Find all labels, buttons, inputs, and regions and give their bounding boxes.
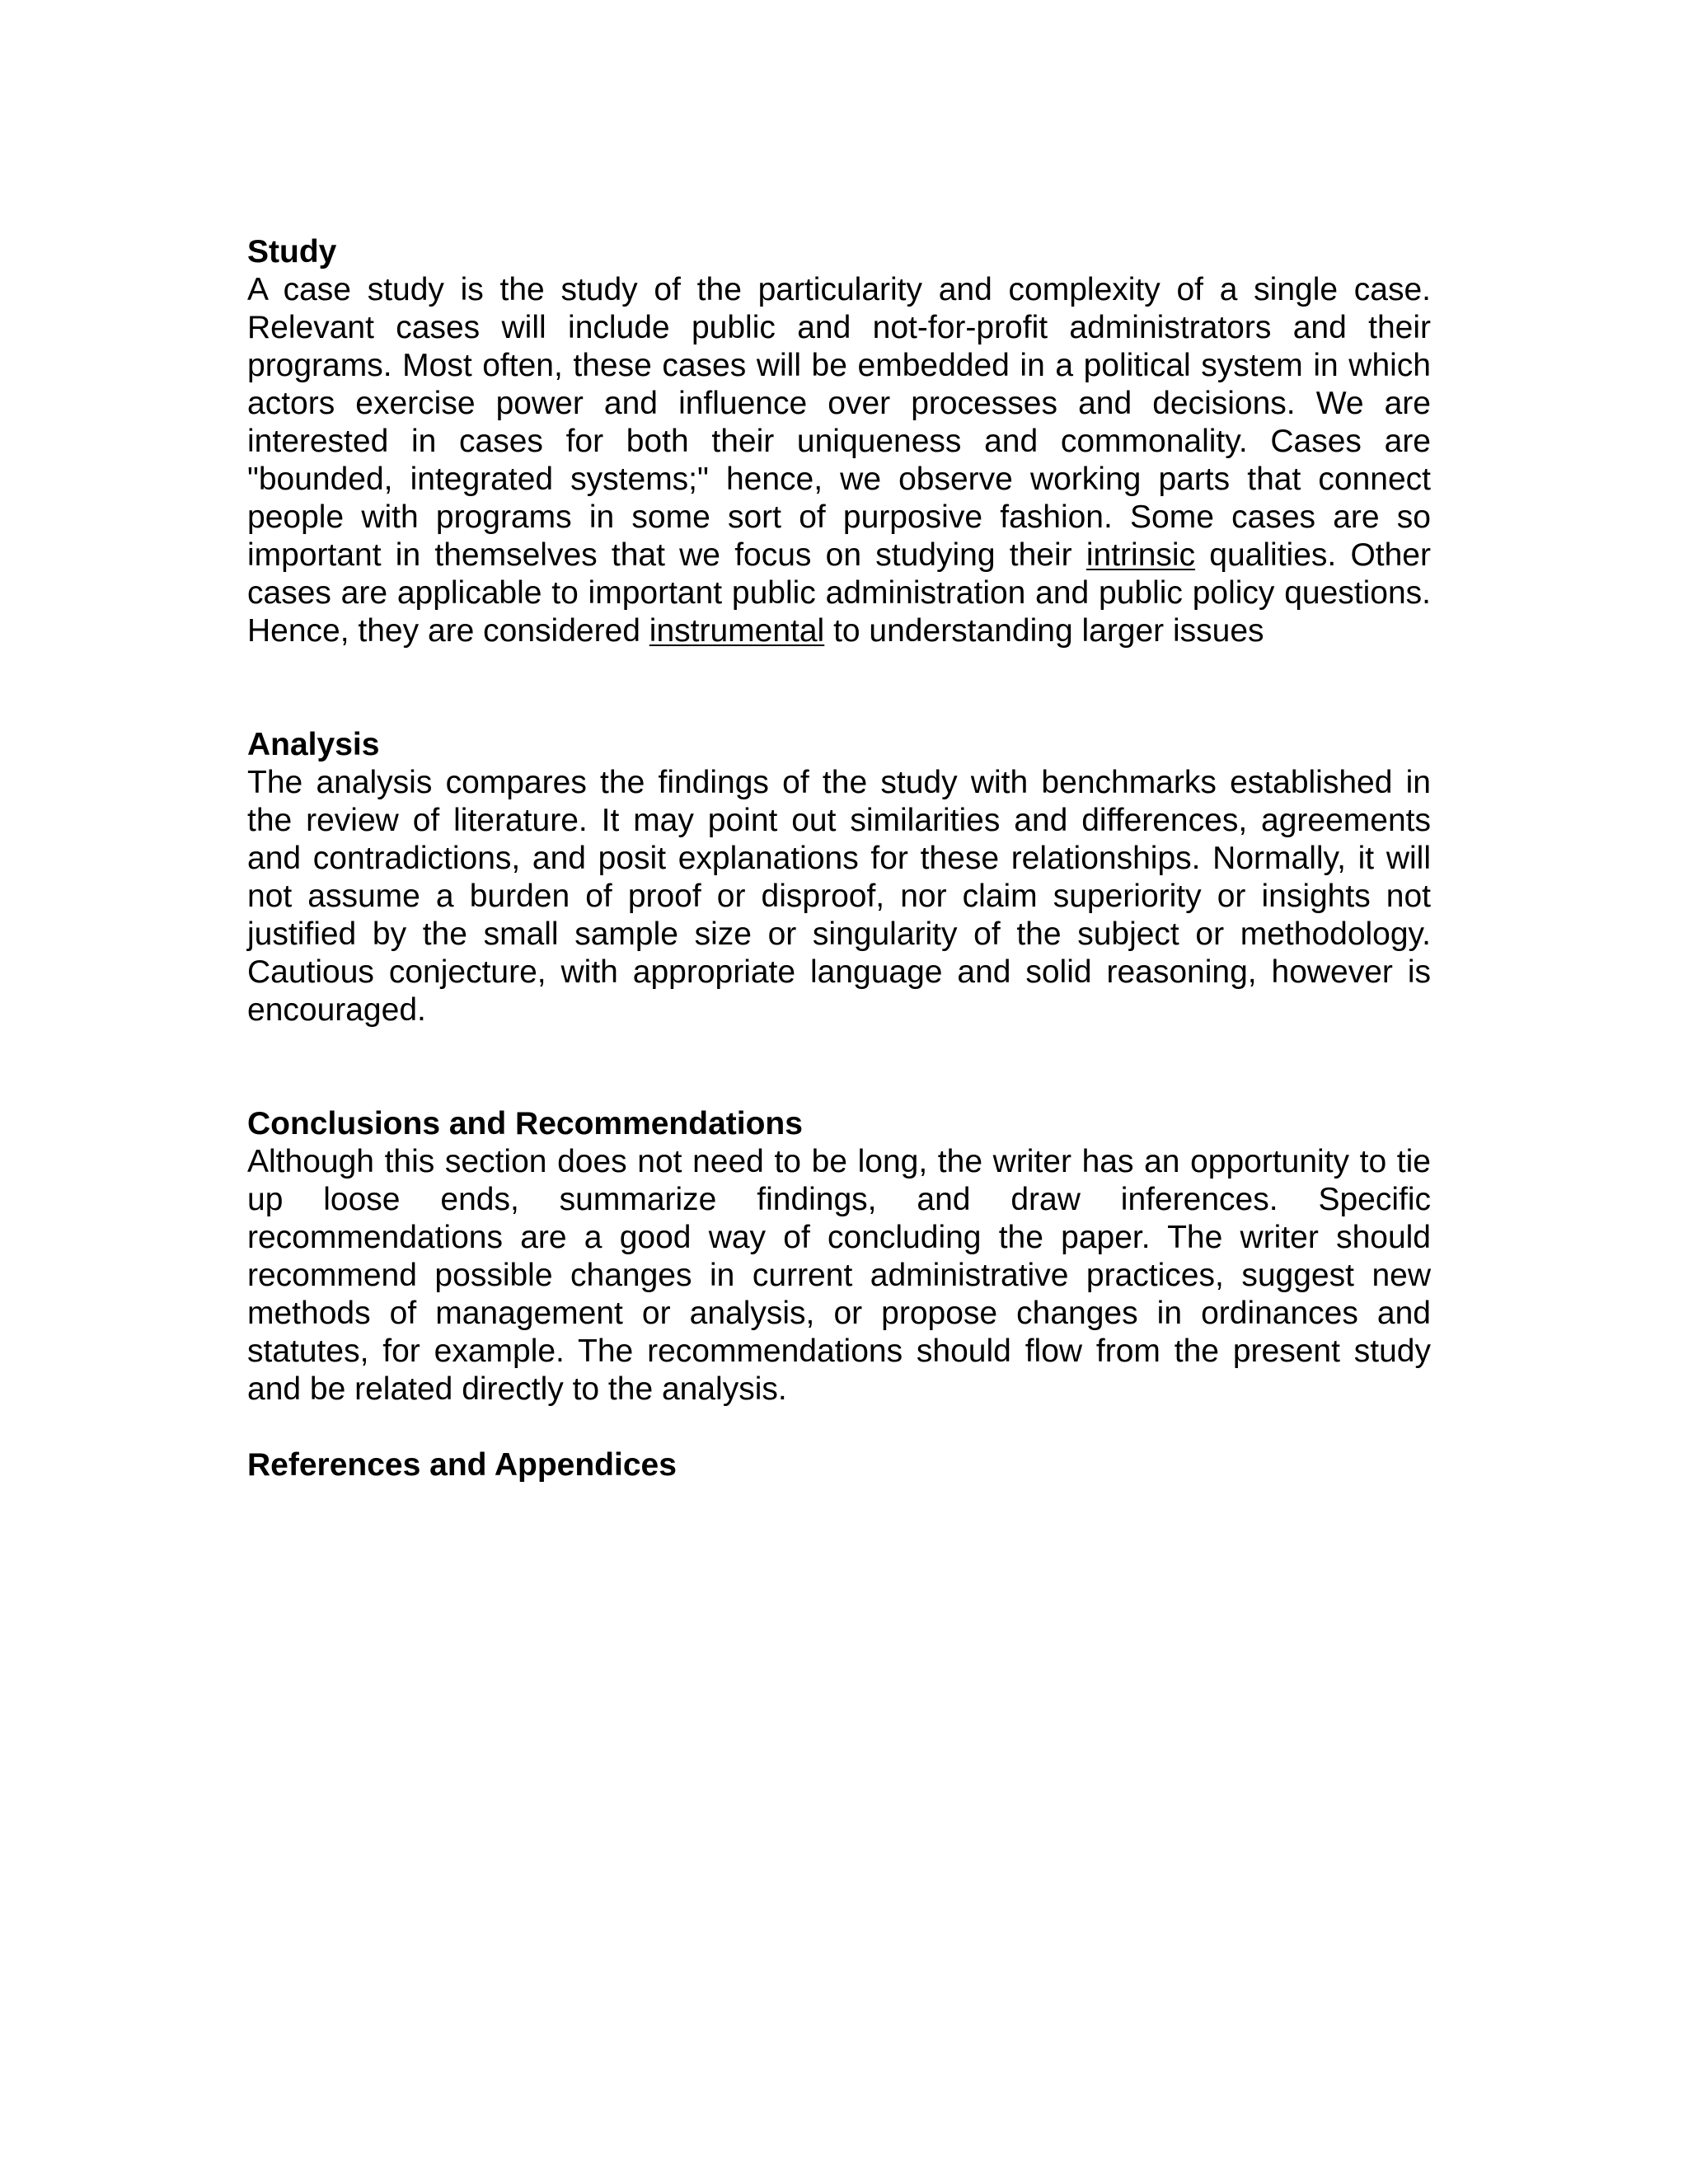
study-text-part-3: to understanding larger issues: [824, 613, 1264, 649]
conclusions-paragraph: Although this section does not need to be long, the writer has an opportunity to tie up loose ends, summarize findings, and draw inferences. Specific recommendations are a good way of concluding the paper. The writer should recommend possible changes in current administrative practices, suggest new methods of management or analysis, or propose changes in ordinances and statutes, for example. The recommendations should flow from the present study and be related directly to the analysis.: [247, 1144, 1431, 1407]
section-spacer: [247, 650, 1431, 726]
study-text-part-2: qualities. Other cases are applicable to important public administration and public policy questions. Hence, they are considered: [247, 537, 1431, 649]
instrumental-underlined-term: instrumental: [649, 613, 825, 649]
document-body: [247, 233, 1431, 1484]
section-spacer: [247, 1408, 1431, 1446]
conclusions-heading: Conclusions and Recommendations: [247, 1106, 803, 1141]
section-spacer: [247, 1029, 1431, 1105]
study-paragraph: [247, 271, 1431, 650]
study-heading: Study: [247, 234, 337, 269]
intrinsic-underlined-term: intrinsic: [1085, 537, 1196, 573]
references-heading: References and Appendices: [247, 1447, 677, 1483]
study-text-part-1: A case study is the study of the particularity and complexity of a single case. Relevant cases will include public and not-for-profit administrators and their programs. Most often, these cases will be embedded in a political system in which actors exercise power and influence over processes and decisions. We are interested in cases for both their uniqueness and commonality. Cases are "bounded, integrated systems;" hence, we observe working parts that connect people with programs in some sort of purposive fashion. Some cases are so important in themselves that we focus on studying their: [247, 272, 1431, 573]
analysis-heading: Analysis: [247, 727, 380, 762]
analysis-paragraph: The analysis compares the findings of the study with benchmarks established in the review of literature. It may point out similarities and differences, agreements and contradictions, and posit explanations for these relationships. Normally, it will not assume a burden of proof or disproof, nor claim superiority or insights not justified by the small sample size or singularity of the subject or methodology. Cautious conjecture, with appropriate language and solid reasoning, however is encouraged.: [247, 765, 1431, 1028]
